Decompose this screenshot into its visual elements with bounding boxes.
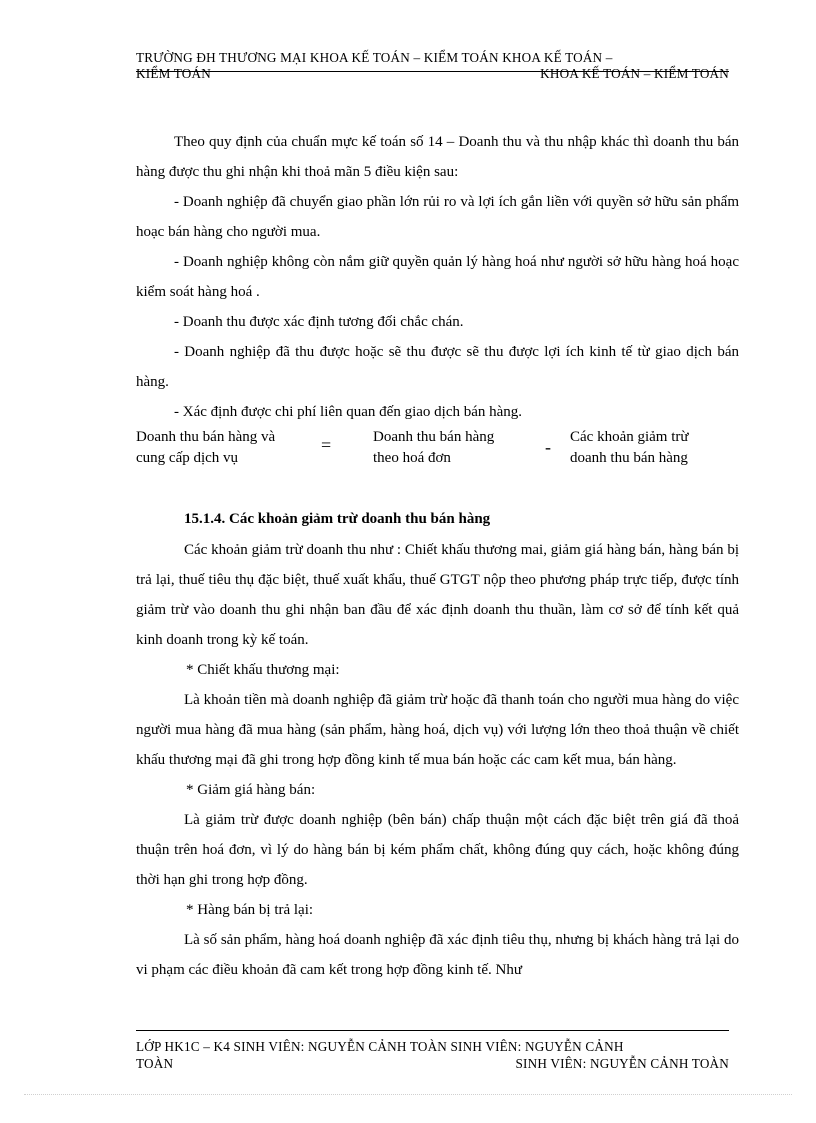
condition-5: - Xác định được chi phí liên quan đến giao dịch bán hàng. <box>174 404 523 420</box>
footer-rule <box>136 1030 729 1031</box>
trade-discount-paragraph: Là khoản tiền mà doanh nghiệp đã giảm trừ hoặc đã thanh toán cho người mua hàng do việc người mua hàng đã mua hàng (sản phẩm, hàng hoá, dịch vụ) với lượng lớn theo thoả thuận về chiết khấu thương mại đã ghi trong hợp đồng kinh tế mua bán hoặc các cam kết mua, bán hàng. <box>136 692 739 768</box>
section-heading: 15.1.4. Các khoản giảm trừ doanh thu bán hàng <box>184 511 491 527</box>
page-bottom-dotted-border <box>24 1094 792 1095</box>
sales-allowance-paragraph: Là giảm trừ được doanh nghiệp (bên bán) chấp thuận một cách đặc biệt trên giá đã thoả thuận trên hoá đơn, vì lý do hàng bán bị kém phẩm chất, không đúng quy cách, hoặc không đúng thời hạn ghi trong hợp đồng. <box>136 812 739 888</box>
header-line-2 <box>136 66 729 82</box>
formula-minus-sign: - <box>545 437 551 457</box>
header-line-2-left: KIỂM TOÁN <box>136 66 211 81</box>
formula-left-term <box>136 427 308 469</box>
header-rule <box>136 71 729 72</box>
formula-right-line-2: doanh thu bán hàng <box>570 450 688 466</box>
footer-line-1: LỚP HK1C – K4 SINH VIÊN: NGUYỄN CẢNH TOÀN SINH VIÊN: NGUYỄN CẢNH <box>136 1039 624 1054</box>
revenue-formula <box>136 427 729 471</box>
formula-left-line-2: cung cấp dịch vụ <box>136 450 239 466</box>
intro-paragraph: Theo quy định của chuẩn mực kế toán số 14 – Doanh thu và thu nhập khác thì doanh thu bán hàng được thu ghi nhận khi thoả mãn 5 điều kiện sau: <box>136 134 739 180</box>
subheading-sales-returns: * Hàng bán bị trả lại: <box>186 902 314 918</box>
formula-middle-line-1: Doanh thu bán hàng <box>373 429 495 445</box>
header-line-1: TRƯỜNG ĐH THƯƠNG MẠI KHOA KẾ TOÁN – KIỂM TOÁN KHOA KẾ TOÁN – <box>136 50 613 65</box>
formula-left-line-1: Doanh thu bán hàng và <box>136 429 276 445</box>
formula-middle-line-2: theo hoá đơn <box>373 450 451 466</box>
formula-middle-term <box>373 427 530 469</box>
page-footer <box>136 1038 729 1072</box>
condition-2: - Doanh nghiệp không còn nắm giữ quyền quản lý hàng hoá như người sở hữu hàng hoá hoạc kiểm soát hàng hoá . <box>136 254 739 300</box>
deductions-paragraph: Các khoản giảm trừ doanh thu như : Chiết khấu thương mai, giảm giá hàng bán, hàng bán bị trả lại, thuế tiêu thụ đặc biệt, thuế xuất khẩu, thuế GTGT nộp theo phương pháp trực tiếp, được tính giảm trừ vào doanh thu ghi nhận ban đầu để xác định doanh thu thuần, làm cơ sở để tính kết quả kinh doanh trong kỳ kế toán. <box>136 542 739 648</box>
formula-right-line-1: Các khoản giảm trừ <box>570 429 689 445</box>
footer-line-2-left: TOÀN <box>136 1056 174 1071</box>
header-line-2-right: KHOA KẾ TOÁN – KIỂM TOÁN <box>540 66 729 81</box>
footer-line-2 <box>136 1055 729 1072</box>
deductions-section <box>136 535 739 985</box>
sales-returns-paragraph: Là số sản phẩm, hàng hoá doanh nghiệp đã xác định tiêu thụ, nhưng bị khách hàng trả lại do vi phạm các điều khoản đã cam kết trong hợp đồng kinh tế. Như <box>136 932 739 978</box>
subheading-trade-discount: * Chiết khấu thương mại: <box>186 662 340 678</box>
intro-section <box>136 127 739 427</box>
page-header <box>136 50 729 82</box>
formula-equals-sign: = <box>321 435 332 455</box>
subheading-sales-allowance: * Giảm giá hàng bán: <box>186 782 316 798</box>
condition-1: - Doanh nghiệp đã chuyển giao phần lớn rủi ro và lợi ích gắn liền với quyền sở hữu sản phẩm hoạc bán hàng cho người mua. <box>136 194 739 240</box>
condition-4: - Doanh nghiệp đã thu được hoặc sẽ thu được sẽ thu được lợi ích kinh tế từ giao dịch bán hàng. <box>136 344 739 390</box>
formula-right-term <box>570 427 729 469</box>
condition-3: - Doanh thu được xác định tương đối chắc chán. <box>174 314 464 330</box>
footer-line-2-right: SINH VIÊN: NGUYỄN CẢNH TOÀN <box>515 1056 729 1071</box>
